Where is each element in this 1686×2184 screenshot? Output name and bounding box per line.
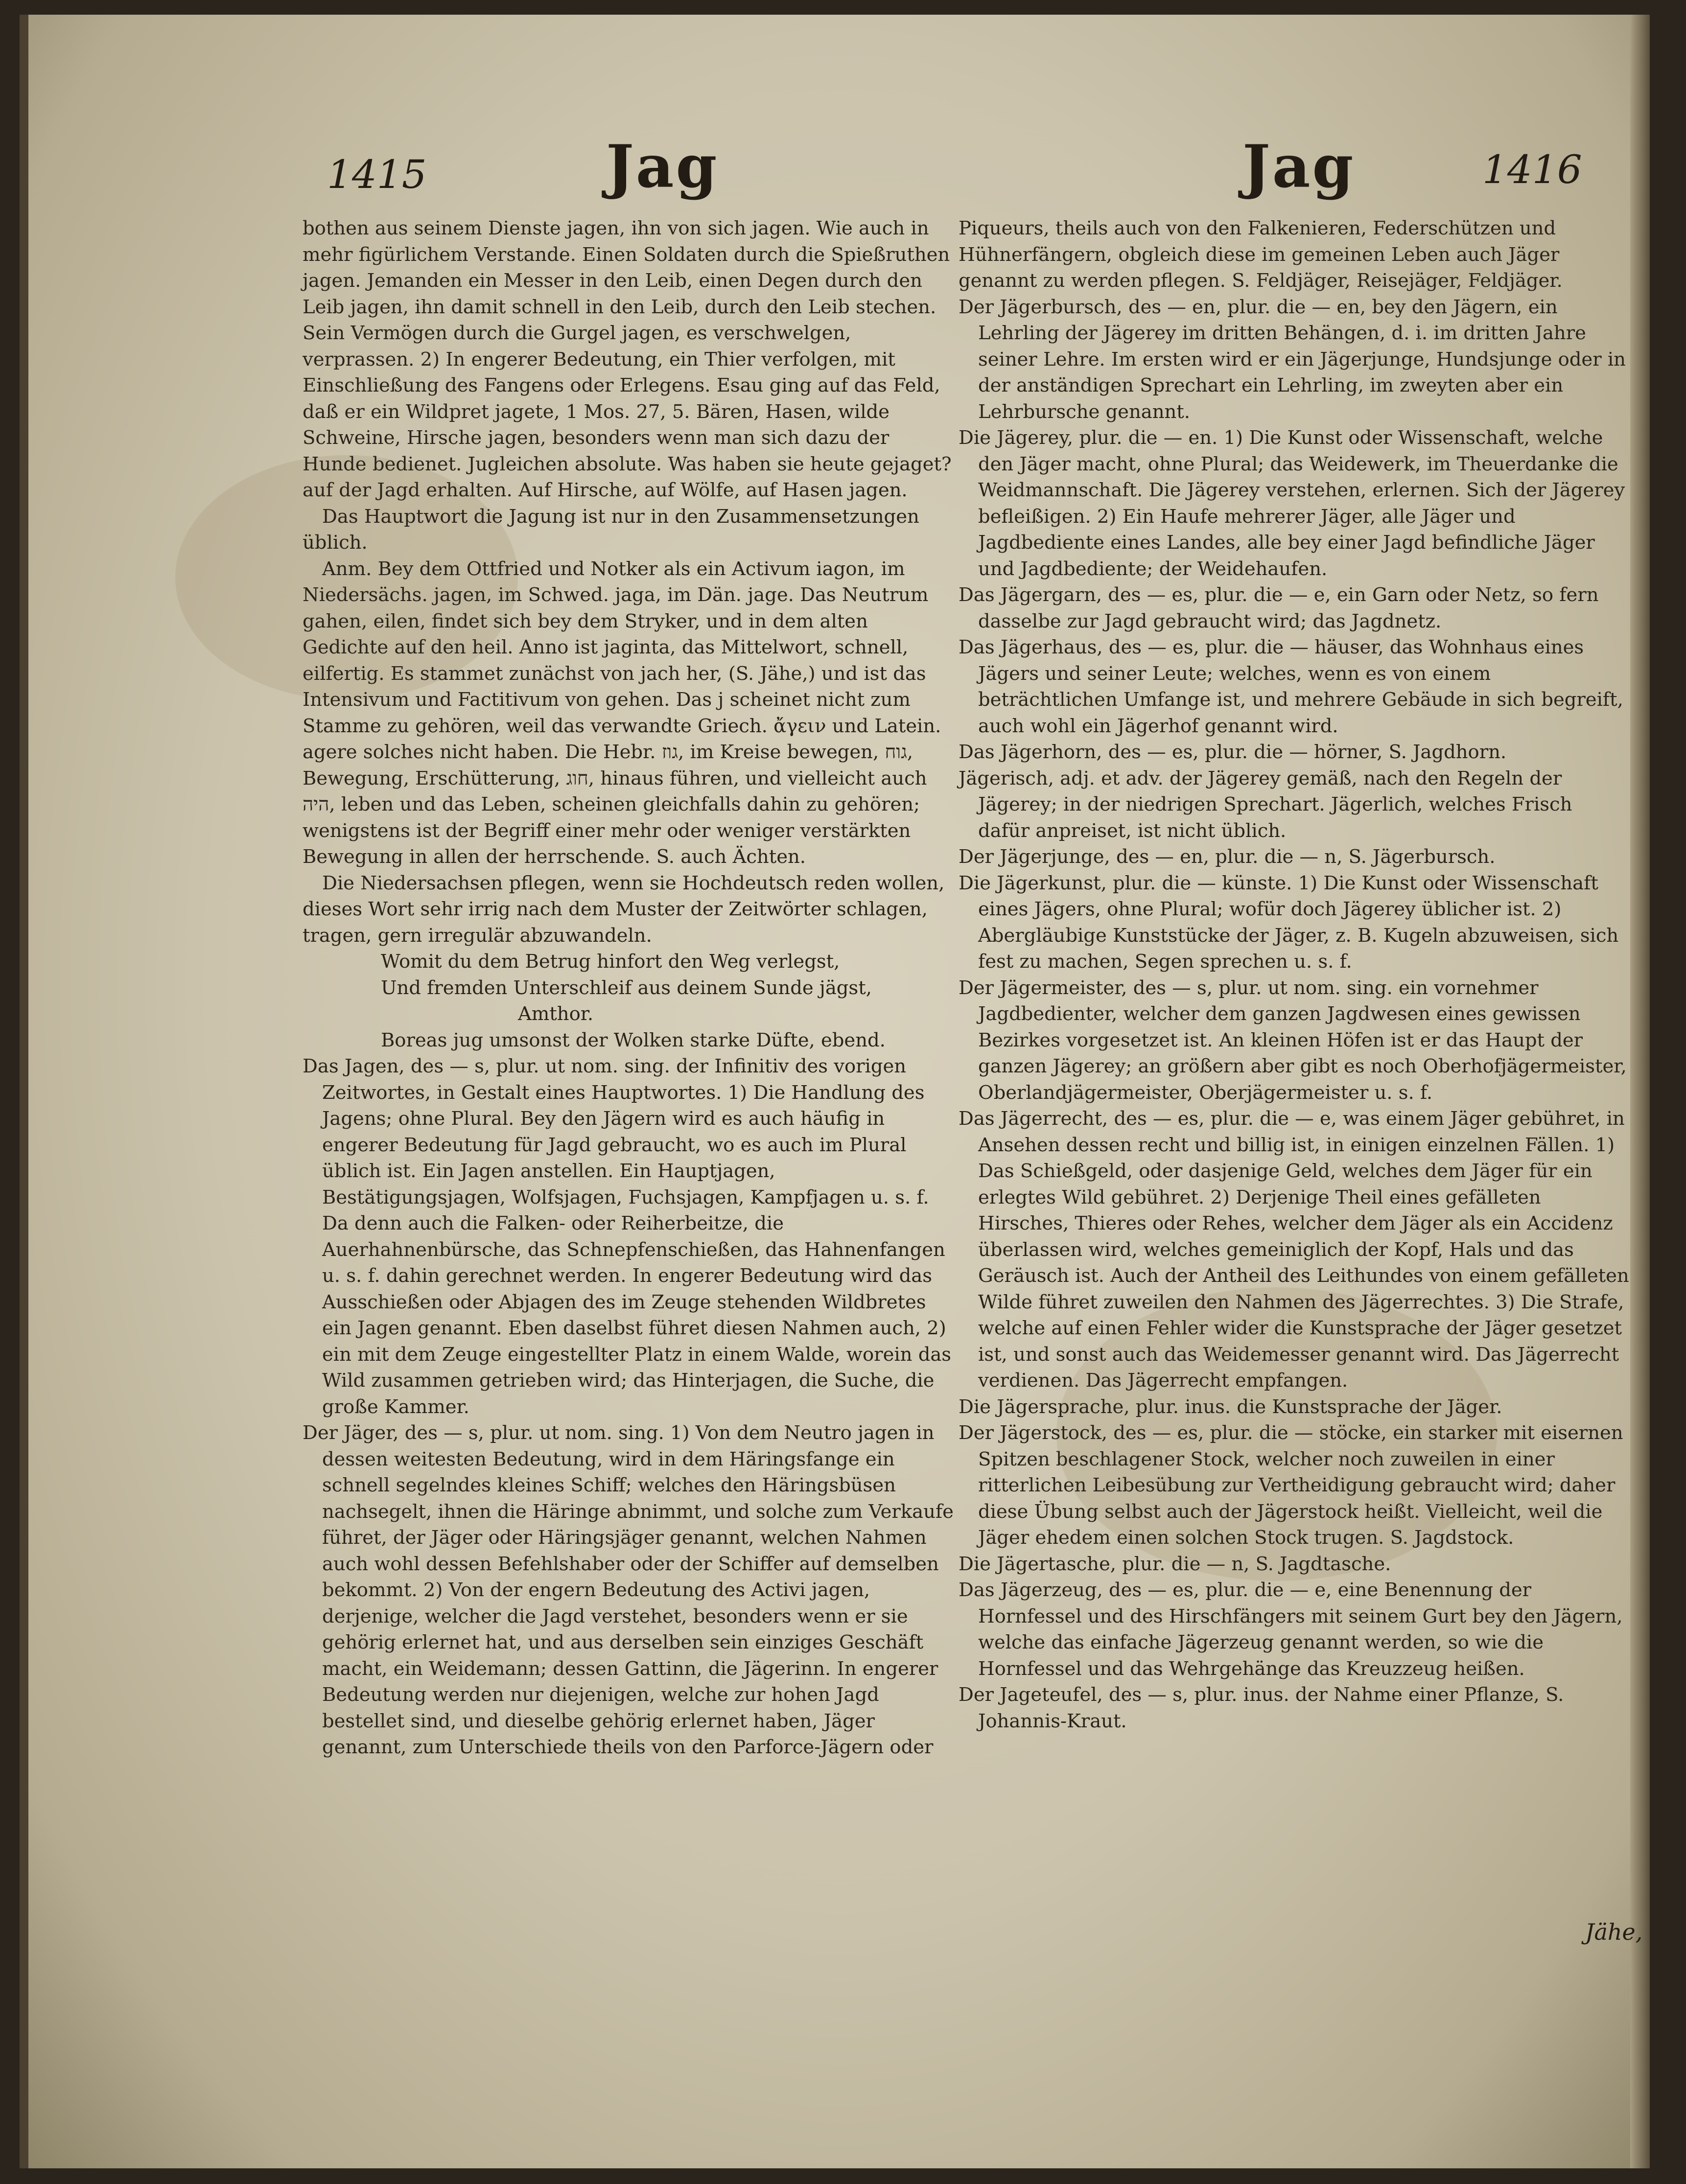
book-page [20, 15, 1650, 2168]
dictionary-entry: Der Jägerstock, des — es, plur. die — stöcke, ein starker mit eisernen Spitzen beschlagener Stock, welcher noch zuweilen in einer ritterlichen Leibesübung zur Vertheidigung gebraucht wird; daher diese Übung selbst auch der Jägerstock heißt. Vielleicht, weil die Jäger ehedem einen solchen Stock trugen. S. Jagdstock. [959, 1422, 1623, 1549]
dictionary-entry: Die Jägerey, plur. die — en. 1) Die Kunst oder Wissenschaft, welche den Jäger macht, ohne Plural; das Weidewerk, im Theuerdanke die Weidmannschaft. Die Jägerey verstehen, erlernen. Sich der Jägerey befleißigen. 2) Ein Haufe mehrerer Jäger, alle Jäger und Jagdbediente eines Landes, alle bey einer Jagd befindliche Jäger und Jagdbediente; der Weidehaufen. [959, 427, 1625, 580]
catchword: Jähe, [1585, 1919, 1643, 1945]
dictionary-entry: Der Jageteufel, des — s, plur. inus. der Nahme einer Pflanze, S. Johannis-Kraut. [959, 1684, 1564, 1732]
left-column [303, 215, 954, 1761]
paragraph: Die Niedersachsen pflegen, wenn sie Hochdeutsch reden wollen, dieses Wort sehr irrig nach dem Muster der Zeitwörter schlagen, tragen, gern irregulär abzuwandeln. [303, 872, 945, 947]
verse-line: Boreas jug umsonst der Wolken starke Düfte, ebend. [381, 1029, 886, 1051]
running-head-left: Jag [606, 132, 719, 201]
verse-line: Und fremden Unterschleif aus deinem Sunde jägst, [381, 976, 872, 999]
dictionary-entry: Das Jägergarn, des — es, plur. die — e, ein Garn oder Netz, so fern dasselbe zur Jagd gebraucht wird; das Jagdnetz. [959, 584, 1599, 632]
dictionary-entry: Die Jägerkunst, plur. die — künste. 1) Die Kunst oder Wissenschaft eines Jägers, ohne Plural; wofür doch Jägerey üblicher ist. 2) Abergläubige Kunststücke der Jäger, z. B. Kugeln abzuweisen, sich fest zu machen, Segen sprechen u. s. f. [959, 872, 1619, 973]
dictionary-entry: Das Jagen, des — s, plur. ut nom. sing. der Infinitiv des vorigen Zeitwortes, in Gestalt eines Hauptwortes. 1) Die Handlung des Jagens; ohne Plural. Bey den Jägern wird es auch häufig in engerer Bedeutung für Jagd gebraucht, wo es auch im Plural üblich ist. Ein Jagen anstellen. Ein Hauptjagen, Bestätigungsjagen, Wolfsjagen, Fuchsjagen, Kampfjagen u. s. f. Da denn auch die Falken- oder Reiherbeitze, die Auerhahnenbürsche, das Schnepfenschießen, das Hahnenfangen u. s. f. dahin gerechnet werden. In engerer Bedeutung wird das Ausschießen oder Abjagen des im Zeuge stehenden Wildbretes ein Jagen genannt. Eben daselbst führet diesen Nahmen auch, 2) ein mit dem Zeuge eingestellter Platz in einem Walde, worein das Wild zusammen getrieben wird; das Hinterjagen, die Suche, die große Kammer. [303, 1055, 952, 1418]
dictionary-entry: Die Jägertasche, plur. die — n, S. Jagdtasche. [959, 1553, 1391, 1575]
dictionary-entry: Der Jäger, des — s, plur. ut nom. sing. 1) Von dem Neutro jagen in dessen weitesten Bedeutung, wird in dem Häringsfange ein schnell segelndes kleines Schiff; welches den Häringsbüsen nachsegelt, ihnen die Häringe abnimmt, und solche zum Verkaufe führet, der Jäger oder Häringsjäger genannt, welchen Nahmen auch wohl dessen Befehlshaber oder der Schiffer auf demselben bekommt. 2) Von der engern Bedeutung des Activi jagen, derjenige, welcher die Jagd verstehet, besonders wenn er sie gehörig erlernet hat, und aus derselben sein einziges Geschäft macht, ein Weidemann; dessen Gattinn, die Jägerinn. In engerer Bedeutung werden nur diejenigen, welche zur hohen Jagd bestellet sind, und dieselbe gehörig erlernet haben, Jäger genannt, zum Unterschiede theils von den Parforce-Jägern oder [303, 1422, 954, 1758]
page-header [28, 132, 1650, 206]
paragraph: Piqueurs, theils auch von den Falkenieren, Federschützen und Hühnerfängern, obgleich diese im gemeinen Leben auch Jäger genannt zu werden pflegen. S. Feldjäger, Reisejäger, Feldjäger. [959, 217, 1563, 292]
dictionary-entry: Der Jägerjunge, des — en, plur. die — n, S. Jägerbursch. [959, 846, 1496, 868]
dictionary-entry: Der Jägermeister, des — s, plur. ut nom. sing. ein vornehmer Jagdbedienter, welcher dem ganzen Jagdwesen eines gewissen Bezirkes vorgesetzet ist. An kleinen Höfen ist er das Haupt der ganzen Jägerey; an größern aber gibt es noch Oberhofjägermeister, Oberlandjägermeister, Oberjägermeister u. s. f. [959, 976, 1627, 1104]
verse-line: Womit du dem Betrug hinfort den Weg verlegst, [381, 951, 840, 973]
paragraph: Das Hauptwort die Jagung ist nur in den Zusammensetzungen üblich. [303, 505, 919, 554]
page-gutter [1630, 15, 1650, 2168]
dictionary-entry: Das Jägerrecht, des — es, plur. die — e, was einem Jäger gebühret, in Ansehen dessen recht und billig ist, in einigen einzelnen Fällen. 1) Das Schießgeld, oder dasjenige Geld, welches dem Jäger für ein erlegtes Wild gebühret. 2) Derjenige Theil eines gefälleten Hirsches, Thieres oder Rehes, welcher dem Jäger als ein Accidenz überlassen wird, welches gemeiniglich der Kopf, Hals und das Geräusch ist. Auch der Antheil des Leithundes von einem gefälleten Wilde führet zuweilen den Nahmen des Jägerrechtes. 3) Die Strafe, welche auf einen Fehler wider die Kunstsprache der Jäger gesetzet ist, und sonst auch das Weidemesser genannt wird. Das Jägerrecht verdienen. Das Jägerrecht empfangen. [959, 1108, 1629, 1392]
paragraph: bothen aus seinem Dienste jagen, ihn von sich jagen. Wie auch in mehr figürlichem Verstande. Einen Soldaten durch die Spießruthen jagen. Jemanden ein Messer in den Leib, einen Degen durch den Leib jagen, ihn damit schnell in den Leib, durch den Leib stechen. Sein Vermögen durch die Gurgel jagen, es verschwelgen, verprassen. 2) In engerer Bedeutung, ein Thier verfolgen, mit Einschließung des Fangens oder Erlegens. Esau ging auf das Feld, daß er ein Wildpret jagete, 1 Mos. 27, 5. Bären, Hasen, wilde Schweine, Hirsche jagen, besonders wenn man sich dazu der Hunde bedienet. Jugleichen absolute. Was haben sie heute gejaget? auf der Jagd erhalten. Auf Hirsche, auf Wölfe, auf Hasen jagen. [303, 217, 952, 501]
running-head-right: Jag [1242, 132, 1356, 201]
annotation-paragraph: Anm. Bey dem Ottfried und Notker als ein Activum iagon, im Niedersächs. jagen, im Schwed. jaga, im Dän. jage. Das Neutrum gahen, eilen, findet sich bey dem Stryker, und in dem alten Gedichte auf den heil. Anno ist jaginta, das Mittelwort, schnell, eilfertig. Es stammet zunächst von jach her, (S. Jähe,) und ist das Intensivum und Factitivum von gehen. Das j scheinet nicht zum Stamme zu gehören, weil das verwandte Griech. ἄγειν und Latein. agere solches nicht haben. Die Hebr. גוז, im Kreise bewegen, גוח, Bewegung, Erschütterung, חוג, hinaus führen, und vielleicht auch היה, leben und das Leben, scheinen gleichfalls dahin zu gehören; wenigstens ist der Begriff einer mehr oder weniger verstärkten Bewegung in allen der herrschende. S. auch Ächten. [303, 558, 941, 868]
verse-attribution: Amthor. [518, 1003, 594, 1025]
dictionary-entry: Das Jägerhaus, des — es, plur. die — häuser, das Wohnhaus eines Jägers und seiner Leute; welches, wenn es von einem beträchtlichen Umfange ist, und mehrere Gebäude in sich begreift, auch wohl ein Jägerhof genannt wird. [959, 636, 1623, 737]
dictionary-entry: Die Jägersprache, plur. inus. die Kunstsprache der Jäger. [959, 1395, 1502, 1418]
dictionary-entry: Das Jägerhorn, des — es, plur. die — hörner, S. Jagdhorn. [959, 741, 1507, 763]
page-number-right: 1416 [1482, 147, 1582, 192]
dictionary-entry: Der Jägerbursch, des — en, plur. die — en, bey den Jägern, ein Lehrling der Jägerey im dritten Behängen, d. i. im dritten Jahre seiner Lehre. Im ersten wird er ein Jägerjunge, Hundsjunge oder in der anständigen Sprechart ein Lehrling, im zweyten aber ein Lehrbursche genannt. [959, 296, 1626, 423]
dictionary-entry: Das Jägerzeug, des — es, plur. die — e, eine Benennung der Hornfessel und des Hirschfängers mit seinem Gurt bey den Jägern, welche das einfache Jägerzeug genannt werden, so wie die Hornfessel und das Wehrgehänge das Kreuzzeug heißen. [959, 1579, 1623, 1680]
right-column [959, 215, 1629, 1734]
dictionary-entry: Jägerisch, adj. et adv. der Jägerey gemäß, nach den Regeln der Jägerey; in der niedrigen Sprechart. Jägerlich, welches Frisch dafür anpreiset, ist nicht üblich. [959, 767, 1572, 842]
page-number-left: 1415 [327, 152, 427, 197]
